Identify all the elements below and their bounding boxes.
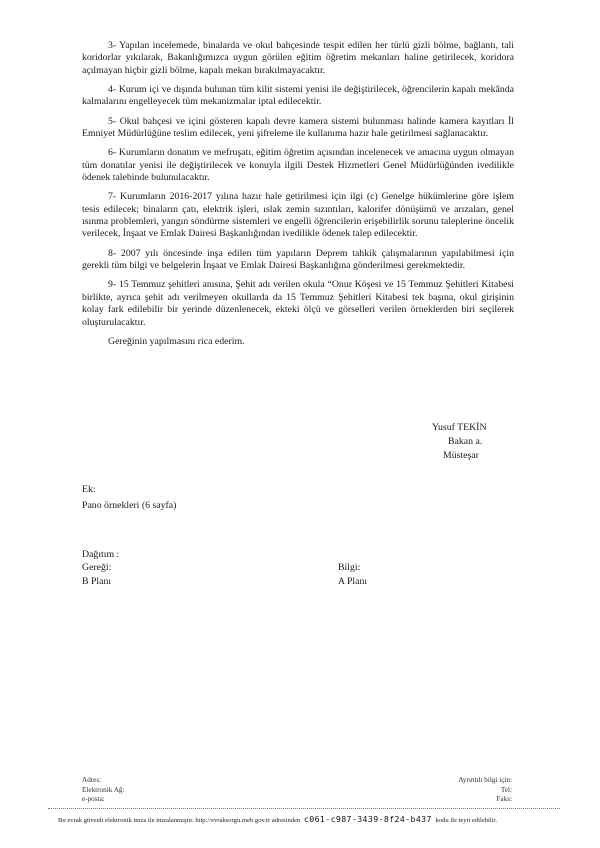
paragraph-item-5: 5- Okul bahçesi ve içini gösteren kapalı devre kamera sistemi bulunması halinde kamera kayıtları İl Emniyet Müdürlüğüne teslim edilecek, yeni şifreleme ile kullanıma hazır hale getirilmesi sağlanacaktır. bbox=[82, 115, 514, 140]
footer-fax-label: Faks: bbox=[496, 795, 512, 804]
footer-network-label: Elektronik Ağ: bbox=[82, 785, 125, 794]
attachment-item: Pano örnekleri (6 sayfa) bbox=[82, 500, 177, 511]
footer-row-3 bbox=[82, 795, 512, 805]
distribution-left-value: B Planı bbox=[82, 575, 112, 587]
attachments-section bbox=[82, 483, 176, 512]
footer-email-label: e-posta: bbox=[82, 795, 105, 804]
footer-row-2 bbox=[82, 786, 512, 796]
paragraph-item-3: 3- Yapılan incelemede, binalarda ve okul bahçesinde tespit edilen her türlü gizli bölme, bağlantı, tali koridorlar yıkılarak, Bakanlığımızca uygun görülen eğitim öğretim mekanları haline getirilecek, koridora açılmayan hiçbir gizli bölme, kapalı mekan bırakılmayacaktır. bbox=[82, 40, 514, 76]
distribution-values-row bbox=[82, 575, 502, 588]
footer-divider bbox=[48, 808, 560, 809]
footer-contact bbox=[82, 776, 512, 805]
signer-role: Bakan a. bbox=[448, 436, 483, 447]
paragraph-item-7: 7- Kurumların 2016-2017 yılına hazır hale getirilmesi için ilgi (c) Genelge hükümlerine göre işlem tesis edilecek; binaların çatı, elektrik işleri, ıslak zemin sızıntıları, kalorifer dönüşümü ve arızaları, genel ısınma problemleri, yangın söndürme sistemleri ve engelli öğrencilerin erişebilirlik sorunu taleplerine öncelik verilecek, İnşaat ve Emlak Dairesi Başkanlığından ivedilikle ödenek talep edilecektir. bbox=[82, 191, 514, 240]
footer-row-1 bbox=[82, 776, 512, 786]
distribution-headings-row bbox=[82, 561, 502, 574]
footer-phone-label: Tel: bbox=[500, 785, 512, 794]
paragraph-item-4: 4- Kurum içi ve dışında bulunan tüm kilit sistemi yenisi ile değiştirilecek, öğrencilerin kapalı mekânda kalmalarını engelleyecek tüm mekanizmalar iptal edilecektir. bbox=[82, 84, 514, 108]
verification-code[interactable]: c061-c987-3439-8f24-b437 bbox=[303, 814, 432, 824]
distribution-right-heading: Bilgi: bbox=[338, 562, 361, 574]
closing-request: Gereğinin yapılmasını rica ederim. bbox=[108, 335, 245, 347]
distribution-left-heading: Gereği: bbox=[82, 562, 112, 574]
document-body bbox=[82, 40, 514, 355]
paragraph-item-6: 6- Kurumların donatım ve mefruşatı, eğitim öğretim açısından incelenecek ve amacına uygun olmayan tüm donatılar yenisi ile değiştirilecek ve konuyla ilgili Destek Hizmetleri Genel Müdürlüğünden ivedilikle ödenek talebinde bulunulacaktır. bbox=[82, 147, 514, 184]
paragraph-item-9: 9- 15 Temmuz şehitleri anısına, Şehit adı verilen okula “Onur Köşesi ve 15 Temmuz Şehitleri Kitabesi birlikte, ayrıca şehit adı verilmeyen okullarda da 15 Temmuz Şehitleri Kitabesi tek başına, okul girişinin kolay fark edilebilir bir yerinde düzenlenecek, ekteki ölçü ve görselleri verilen örneklerden biri seçilerek oluşturulacaktır. bbox=[82, 279, 514, 328]
distribution-section bbox=[82, 548, 502, 588]
paragraph-item-8: 8- 2007 yılı öncesinde inşa edilen tüm yapıların Deprem tahkik çalışmalarının yapılabilmesi için gerekli tüm bilgi ve belgelerin İnşaat ve Emlak Dairesi Başkanlığına gönderilmesi gerekmektedir. bbox=[82, 247, 514, 272]
verification-prefix: Bu evrak güvenli elektronik imza ile imzalanmıştır. http://evraksorgu.meb.gov.tr adresinden bbox=[58, 817, 301, 824]
footer-info-label: Ayrıntılı bilgi için: bbox=[458, 776, 512, 784]
signer-title: Müsteşar bbox=[443, 450, 479, 461]
signer-name: Yusuf TEKİN bbox=[432, 422, 487, 433]
distribution-label-row bbox=[82, 548, 502, 561]
verification-suffix: kodu ile teyit edilebilir. bbox=[435, 817, 498, 824]
distribution-label: Dağıtım : bbox=[82, 549, 120, 560]
verification-note bbox=[58, 815, 558, 825]
footer-address-label: Adres: bbox=[82, 776, 102, 784]
attachments-label: Ek: bbox=[82, 484, 96, 495]
distribution-right-value: A Planı bbox=[338, 575, 368, 587]
